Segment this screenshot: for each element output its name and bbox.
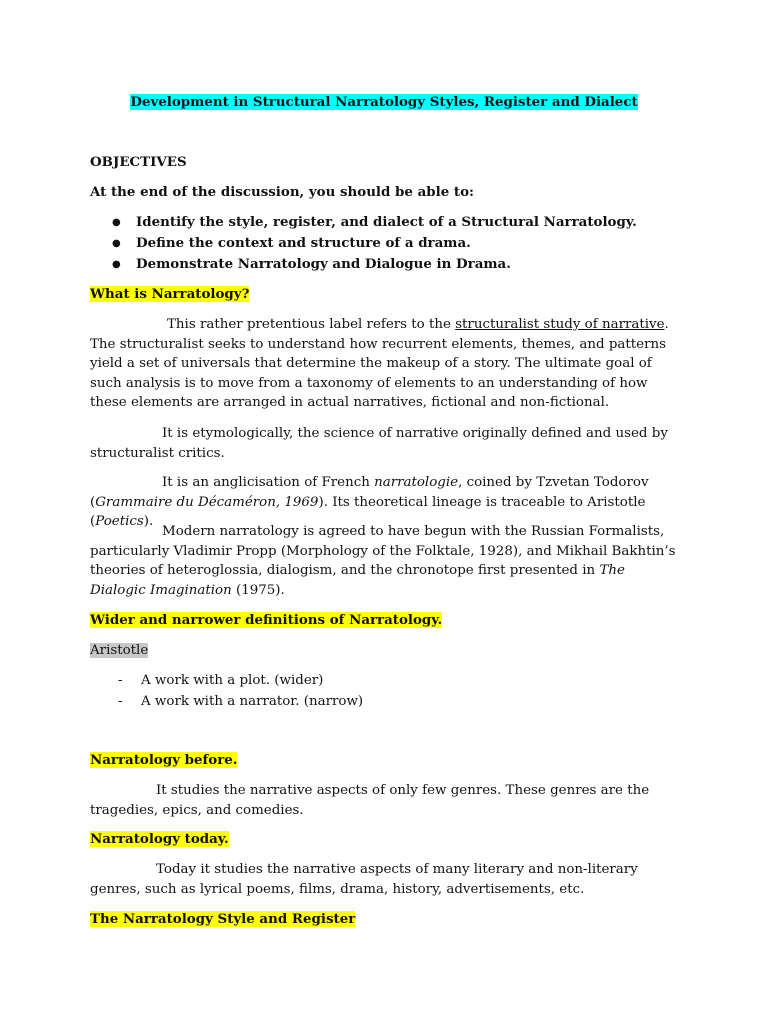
what-is-paragraph-3: It is an anglicisation of French narratologie, coined by Tzvetan Todorov (Grammaire du Décaméron, 1969). Its theoretical lineage is traceable to Aristotle (Poetics). [90, 475, 649, 529]
wider-heading: Wider and narrower definitions of Narratology. [90, 612, 443, 628]
definition-item: - A work with a narrator. (narrow) [90, 692, 680, 713]
today-text: Today it studies the narrative aspects of many literary and non-literary genres, such as lyrical poems, films, drama, history, advertisements, etc. [90, 862, 638, 897]
document-title [0, 93, 768, 113]
objective-item: ● Define the context and structure of a drama. [90, 234, 680, 255]
what-is-paragraph-1: This rather pretentious label refers to the structuralist study of narrative. The structuralist seeks to understand how recurrent elements, themes, and patterns yield a set of universals that determine the makeup of a story. The ultimate goal of such analysis is to move from a taxonomy of elements to an understanding of how these elements are arranged in actual narratives, fictional and non-fictional. [90, 317, 669, 410]
objectives-intro: At the end of the discussion, you should be able to: [90, 184, 474, 200]
objective-item: ● Identify the style, register, and dialect of a Structural Narratology. [90, 213, 680, 234]
title-text: Development in Structural Narratology Styles, Register and Dialect [130, 94, 638, 110]
before-heading: Narratology before. [90, 752, 238, 768]
what-is-paragraph-2: It is etymologically, the science of narrative originally defined and used by structuralist critics. [90, 426, 668, 461]
what-is-paragraph-4: Modern narratology is agreed to have begun with the Russian Formalists, particularly Vladimir Propp (Morphology of the Folktale, 1928), and Mikhail Bakhtin’s theories of heteroglossia, dialogism, and the chronotope first presented in The Dialogic Imagination (1975). [90, 524, 676, 598]
before-text: It studies the narrative aspects of only few genres. These genres are the tragedies, epics, and comedies. [90, 783, 650, 818]
definitions-list [90, 671, 680, 713]
aristotle-label: Aristotle [90, 643, 149, 658]
objectives-heading: OBJECTIVES [90, 154, 187, 170]
what-is-heading: What is Narratology? [90, 286, 250, 302]
today-heading: Narratology today. [90, 831, 229, 847]
objective-item: ● Demonstrate Narratology and Dialogue in Drama. [90, 255, 680, 276]
objectives-list [90, 213, 680, 276]
definition-item: - A work with a plot. (wider) [90, 671, 680, 692]
style-register-heading: The Narratology Style and Register [90, 911, 356, 927]
structuralist-study-link: structuralist study of narrative [455, 317, 665, 332]
